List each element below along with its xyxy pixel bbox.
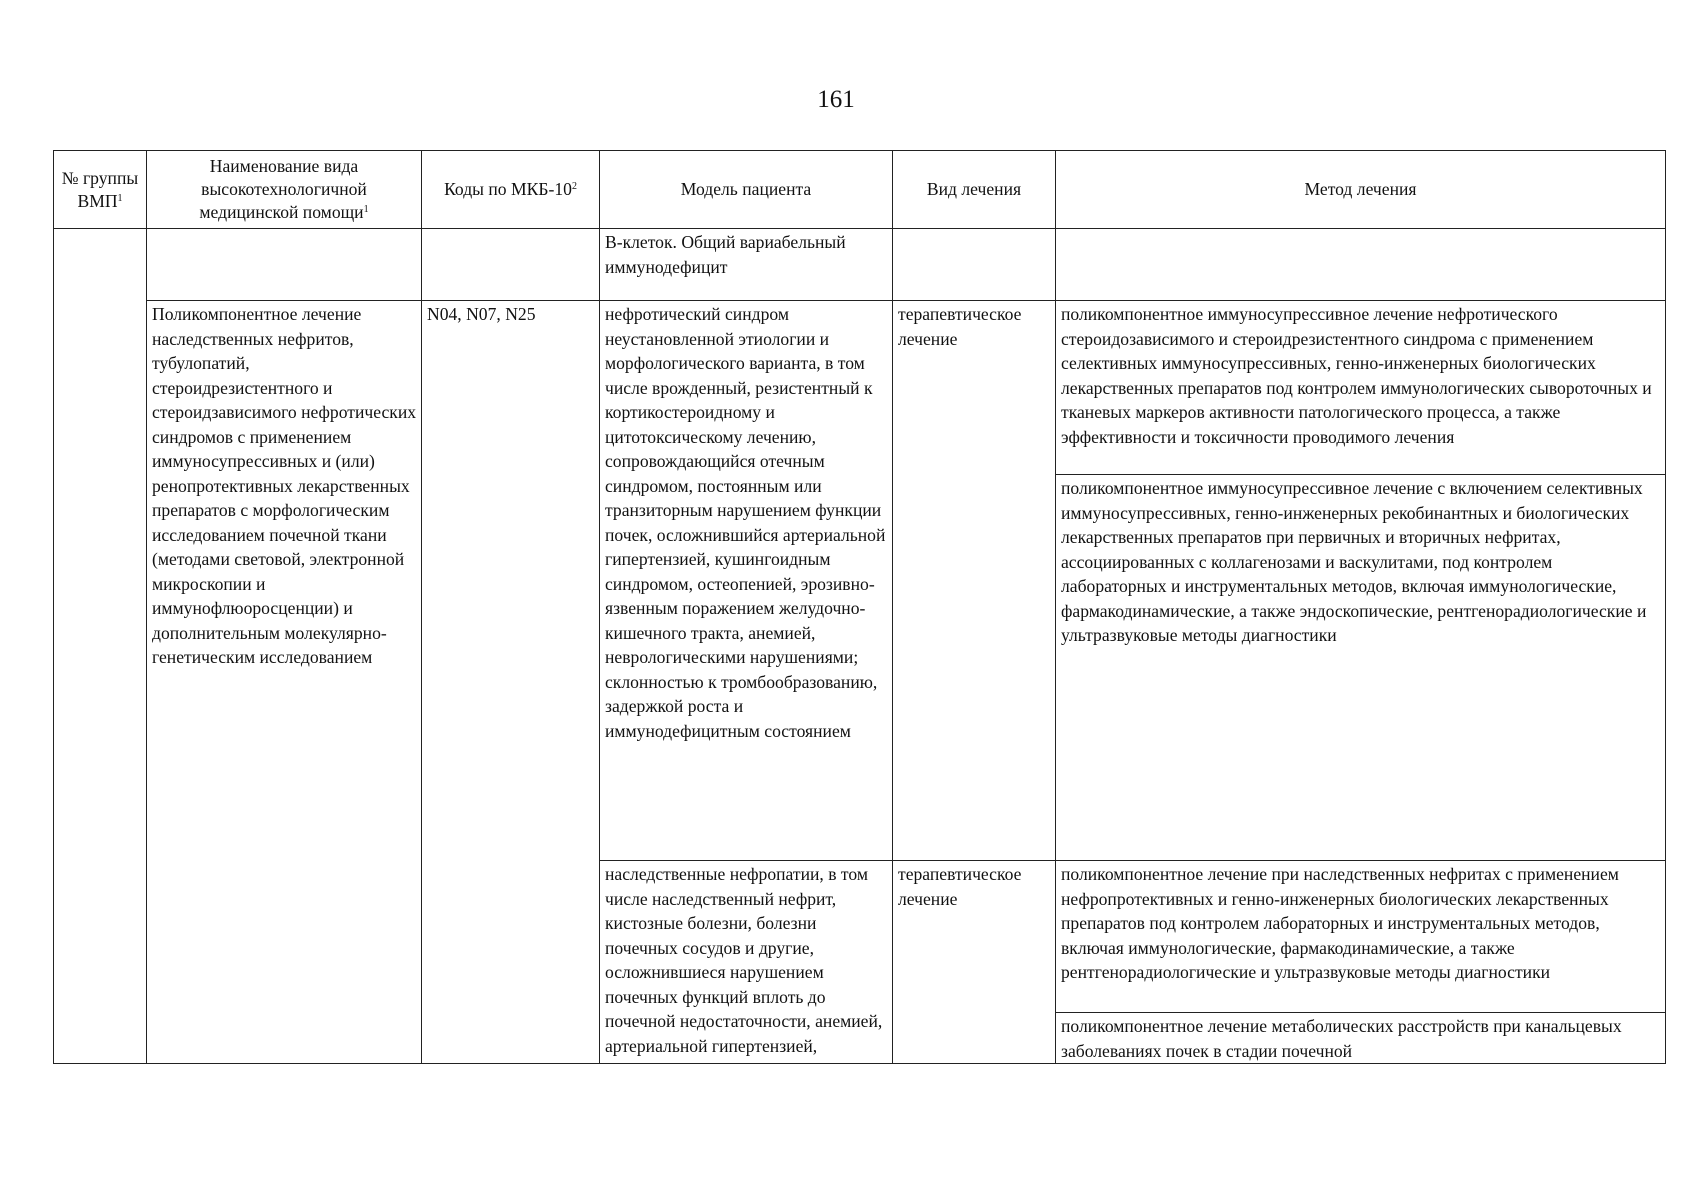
codes-cell <box>422 229 600 301</box>
header-treatment-method: Метод лечения <box>1056 151 1666 229</box>
treatment-method-cell: поликомпонентное лечение метаболических расстройств при канальцевых заболеваниях почек в стадии почечной <box>1056 1013 1666 1064</box>
treatment-type-cell <box>893 229 1056 301</box>
treatment-method-cell: поликомпонентное иммуносупрессивное лечение с включением селективных иммуносупрессивных, генно-инженерных рекобинантных и биологических лекарственных препаратов при первичных и вторичных нефритах, ассоциированных с коллагенозами и васкулитами, под контролем лабораторных и инструментальных методов, включая иммунологические, фармакодинамические, а также эндоскопические, рентгенорадиологические и ультразвуковые методы диагностики <box>1056 475 1666 861</box>
header-patient-model: Модель пациента <box>600 151 893 229</box>
table-header-row <box>54 151 1666 229</box>
page-number: 161 <box>817 86 855 113</box>
header-group-no: № группы ВМП$^1$ <box>54 151 147 229</box>
treatment-method-cell: поликомпонентное лечение при наследственных нефритах с применением нефропротективных и генно-инженерных биологических лекарственных препаратов под контролем лабораторных и инструментальных методов, включая иммунологические, фармакодинамические, а также рентгенорадиологические и ультразвуковые методы диагностики <box>1056 861 1666 1009</box>
patient-model-cell: нефротический синдром неустановленной этиологии и морфологического варианта, в том числе врожденный, резистентный к кортикостероидному и цитотоксическому лечению, сопровождающийся отечным синдромом, постоянным или транзиторным нарушением функции почек, осложнившийся артериальной гипертензией, кушингоидным синдромом, остеопенией, эрозивно-язвенным поражением желудочно-кишечного тракта, анемией, неврологическими нарушениями; склонностью к тромбообразованию, задержкой роста и иммунодефицитным состоянием <box>600 301 893 861</box>
vmp-table <box>53 150 1666 1064</box>
mkb-codes-cell: N04, N07, N25 <box>422 301 600 1064</box>
treatment-type-cell: терапевтическое лечение <box>893 301 1056 861</box>
table-row <box>54 229 1666 301</box>
name-cell <box>147 229 422 301</box>
header-codes: Коды по МКБ-$10^2$ <box>422 151 600 229</box>
header-name: Наименование вида высокотехнологичной медицинской помощи$^1$ <box>147 151 422 229</box>
patient-model-cell: B-клеток. Общий вариабельный иммунодефицит <box>600 229 893 301</box>
header-treatment-type: Вид лечения <box>893 151 1056 229</box>
table-row <box>54 301 1666 475</box>
treatment-method-cell: поликомпонентное иммуносупрессивное лечение нефротического стероидозависимого и стероидрезистентного синдрома с применением селективных иммуносупрессивных, генно-инженерных биологических лекарственных препаратов под контролем иммунологических сывороточных и тканевых маркеров активности патологического процесса, а также эффективности и токсичности проводимого лечения <box>1056 301 1666 475</box>
service-name-cell: Поликомпонентное лечение наследственных нефритов, тубулопатий, стероидрезистентного и стероидзависимого нефротических синдромов с применением иммуносупрессивных и (или) ренопротективных лекарственных препаратов с морфологическим исследованием почечной ткани (методами световой, электронной микроскопии и иммунофлюоросценции) и дополнительным молекулярно-генетическим исследованием <box>147 301 422 1064</box>
treatment-method-cell <box>1056 229 1666 301</box>
treatment-type-cell: терапевтическое лечение <box>893 861 1056 1064</box>
group-no-cell <box>54 229 147 1064</box>
patient-model-cell: наследственные нефропатии, в том числе наследственный нефрит, кистозные болезни, болезни почечных сосудов и другие, осложнившиеся нарушением почечных функций вплоть до почечной недостаточности, анемией, артериальной гипертензией, <box>600 861 893 1064</box>
